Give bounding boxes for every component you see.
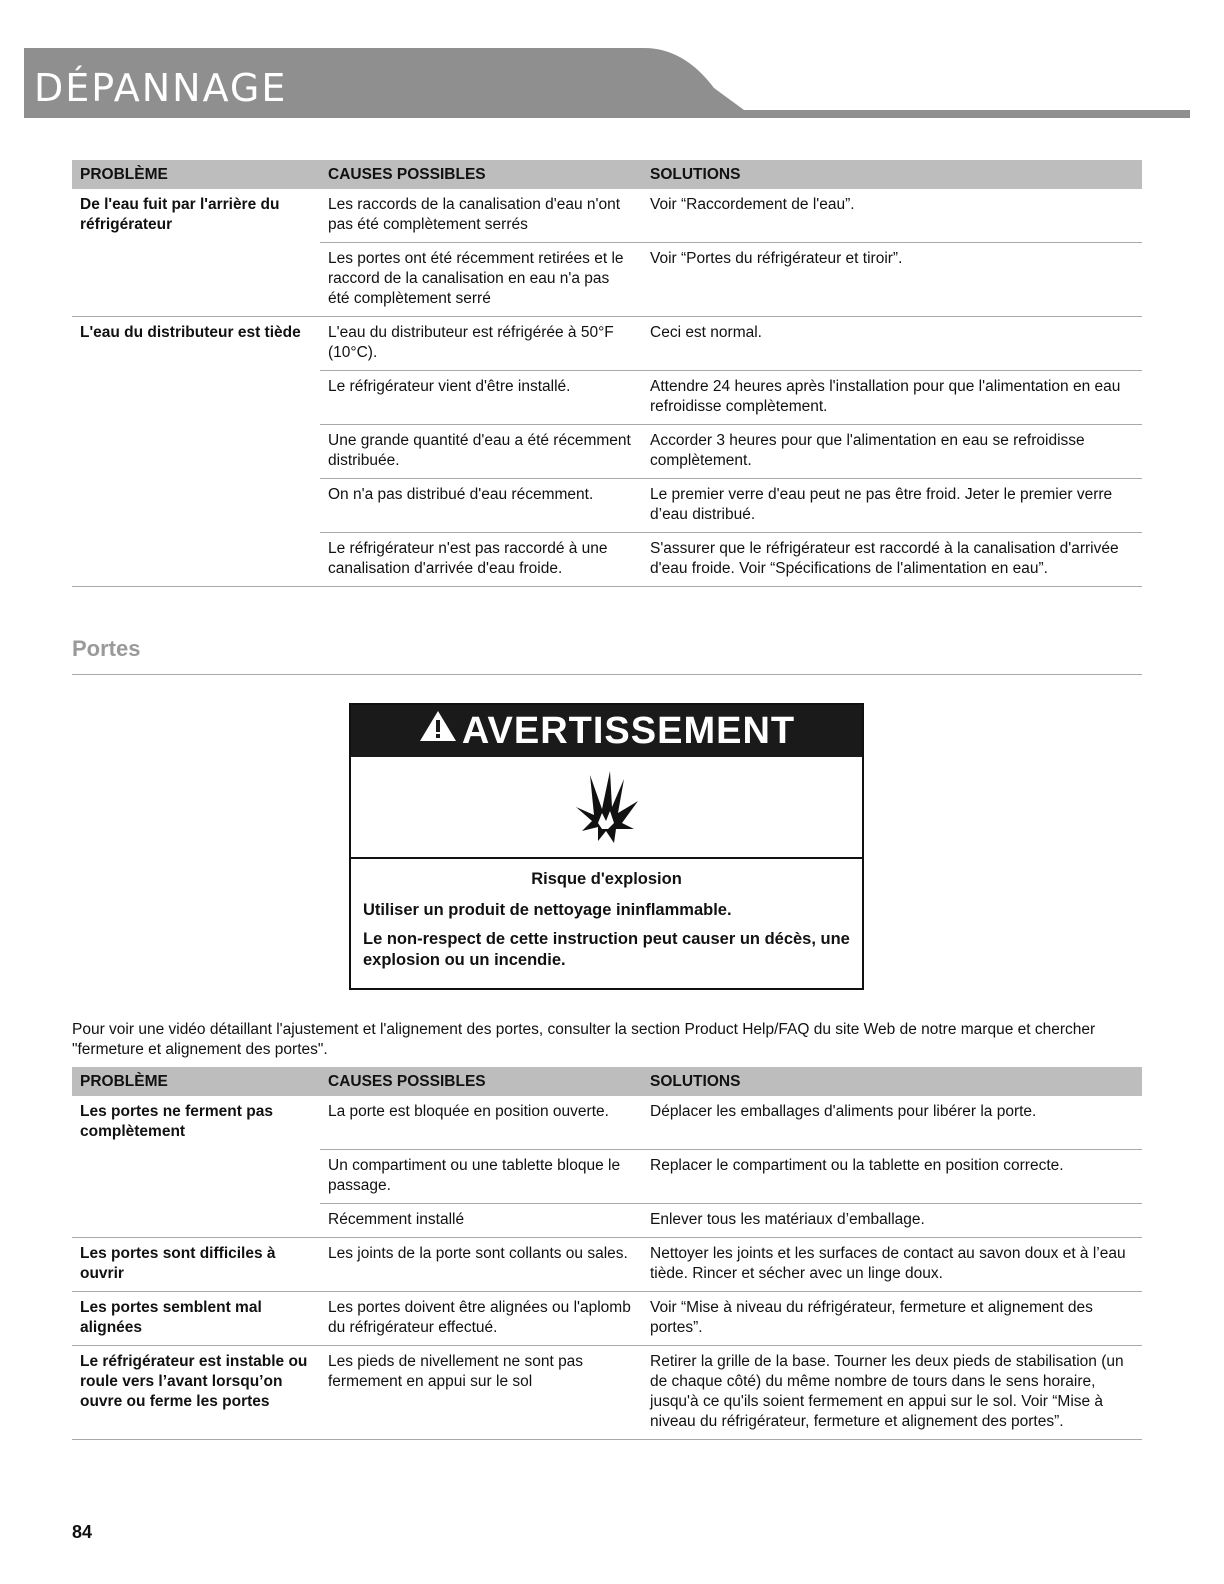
solution-cell: Nettoyer les joints et les surfaces de contact au savon doux et à l’eau tiède. Rincer et sécher avec un linge doux.	[642, 1237, 1142, 1291]
table-row	[72, 317, 1142, 371]
cause-cell: L'eau du distributeur est réfrigérée à 50°F (10°C).	[320, 317, 642, 371]
table-row	[72, 425, 1142, 479]
cause-cell: Un compartiment ou une tablette bloque le passage.	[320, 1149, 642, 1203]
problem-cell: Le réfrigérateur est instable ou roule vers l’avant lorsqu’on ouvre ou ferme les portes	[72, 1345, 320, 1439]
section-title: Portes	[72, 636, 141, 661]
table-row	[72, 1291, 1142, 1345]
problem-cell	[72, 1149, 320, 1203]
warning-header-text: AVERTISSEMENT	[461, 709, 796, 752]
cause-cell: Les joints de la porte sont collants ou sales.	[320, 1237, 642, 1291]
problem-cell	[72, 479, 320, 533]
solution-cell: Retirer la grille de la base. Tourner les deux pieds de stabilisation (un de chaque côté) du même nombre de tours dans le sens horaire, jusqu'à ce qu'ils soient fermement en appui sur le sol. Voir “Mise à niveau du réfrigérateur, fermeture et alignement des portes”.	[642, 1345, 1142, 1439]
section-divider	[72, 674, 1142, 675]
cause-cell: Récemment installé	[320, 1203, 642, 1237]
warning-icon-area	[351, 757, 862, 859]
explosion-icon	[572, 765, 642, 850]
table-row	[72, 243, 1142, 317]
cause-cell: Les portes ont été récemment retirées et le raccord de la canalisation en eau n'a pas été complètement serré	[320, 243, 642, 317]
solution-cell: Replacer le compartiment ou la tablette en position correcte.	[642, 1149, 1142, 1203]
page-title: DÉPANNAGE	[34, 66, 288, 110]
table-row	[72, 1096, 1142, 1149]
cause-cell: Les portes doivent être alignées ou l'aplomb du réfrigérateur effectué.	[320, 1291, 642, 1345]
solution-cell: Le premier verre d'eau peut ne pas être froid. Jeter le premier verre d’eau distribué.	[642, 479, 1142, 533]
solution-cell: Déplacer les emballages d'aliments pour libérer la porte.	[650, 1103, 1037, 1120]
table-row	[72, 533, 1142, 587]
cause-cell: Les raccords de la canalisation d'eau n'ont pas été complètement serrés	[328, 196, 620, 233]
cause-cell: On n'a pas distribué d'eau récemment.	[320, 479, 642, 533]
intro-paragraph: Pour voir une vidéo détaillant l'ajustement et l'alignement des portes, consulter la section Product Help/FAQ du site Web de notre marque et chercher "fermeture et alignement des portes".	[72, 1021, 1096, 1058]
header-causes: CAUSES POSSIBLES	[320, 1067, 642, 1096]
cause-cell: Une grande quantité d'eau a été récemment distribuée.	[320, 425, 642, 479]
cause-cell: La porte est bloquée en position ouverte.	[328, 1103, 609, 1120]
problem-cell: Les portes sont difficiles à ouvrir	[72, 1237, 320, 1291]
warning-box	[349, 703, 864, 990]
header-causes: CAUSES POSSIBLES	[320, 160, 642, 189]
table-row	[72, 189, 1142, 243]
problem-cell	[72, 243, 320, 317]
problem-cell	[72, 425, 320, 479]
solution-cell: Voir “Mise à niveau du réfrigérateur, fermeture et alignement des portes”.	[642, 1291, 1142, 1345]
solution-cell: S'assurer que le réfrigérateur est raccordé à la canalisation d'arrivée d'eau froide. Voir “Spécifications de l'alimentation en eau”.	[642, 533, 1142, 587]
cause-cell: Le réfrigérateur n'est pas raccordé à une canalisation d'arrivée d'eau froide.	[320, 533, 642, 587]
table-row	[72, 1149, 1142, 1203]
problem-cell	[72, 1203, 320, 1237]
solution-cell: Accorder 3 heures pour que l'alimentation en eau se refroidisse complètement.	[642, 425, 1142, 479]
header-solutions: SOLUTIONS	[642, 1067, 1142, 1096]
table-row	[72, 479, 1142, 533]
troubleshooting-table-water	[72, 160, 1142, 587]
table-row	[72, 1237, 1142, 1291]
table-row	[72, 371, 1142, 425]
problem-cell: Les portes ne ferment pas complètement	[80, 1103, 273, 1140]
page-number: 84	[72, 1522, 93, 1542]
solution-cell: Voir “Raccordement de l'eau”.	[650, 196, 855, 213]
warning-consequence: Le non-respect de cette instruction peut causer un décès, une explosion ou un incendie.	[363, 930, 850, 969]
table-row	[72, 1345, 1142, 1439]
header-problem: PROBLÈME	[72, 1067, 320, 1096]
warning-body	[351, 859, 862, 989]
cause-cell: Le réfrigérateur vient d'être installé.	[320, 371, 642, 425]
troubleshooting-table-doors	[72, 1067, 1142, 1440]
warning-triangle-icon	[418, 709, 458, 753]
problem-cell: L'eau du distributeur est tiède	[72, 317, 320, 371]
table-row	[72, 1203, 1142, 1237]
warning-hazard: Risque d'explosion	[531, 870, 682, 888]
problem-cell: Les portes semblent mal alignées	[72, 1291, 320, 1345]
problem-cell	[72, 533, 320, 587]
solution-cell: Voir “Portes du réfrigérateur et tiroir”.	[642, 243, 1142, 317]
warning-header	[351, 705, 862, 757]
solution-cell: Attendre 24 heures après l'installation pour que l'alimentation en eau refroidisse complètement.	[642, 371, 1142, 425]
warning-instruction: Utiliser un produit de nettoyage ininflammable.	[363, 901, 732, 919]
cause-cell: Les pieds de nivellement ne sont pas fermement en appui sur le sol	[320, 1345, 642, 1439]
problem-cell	[72, 371, 320, 425]
header-problem: PROBLÈME	[72, 160, 320, 189]
problem-cell: De l'eau fuit par l'arrière du réfrigérateur	[80, 196, 280, 233]
header-solutions: SOLUTIONS	[642, 160, 1142, 189]
solution-cell: Enlever tous les matériaux d’emballage.	[642, 1203, 1142, 1237]
header-banner	[24, 48, 1190, 118]
solution-cell: Ceci est normal.	[642, 317, 1142, 371]
